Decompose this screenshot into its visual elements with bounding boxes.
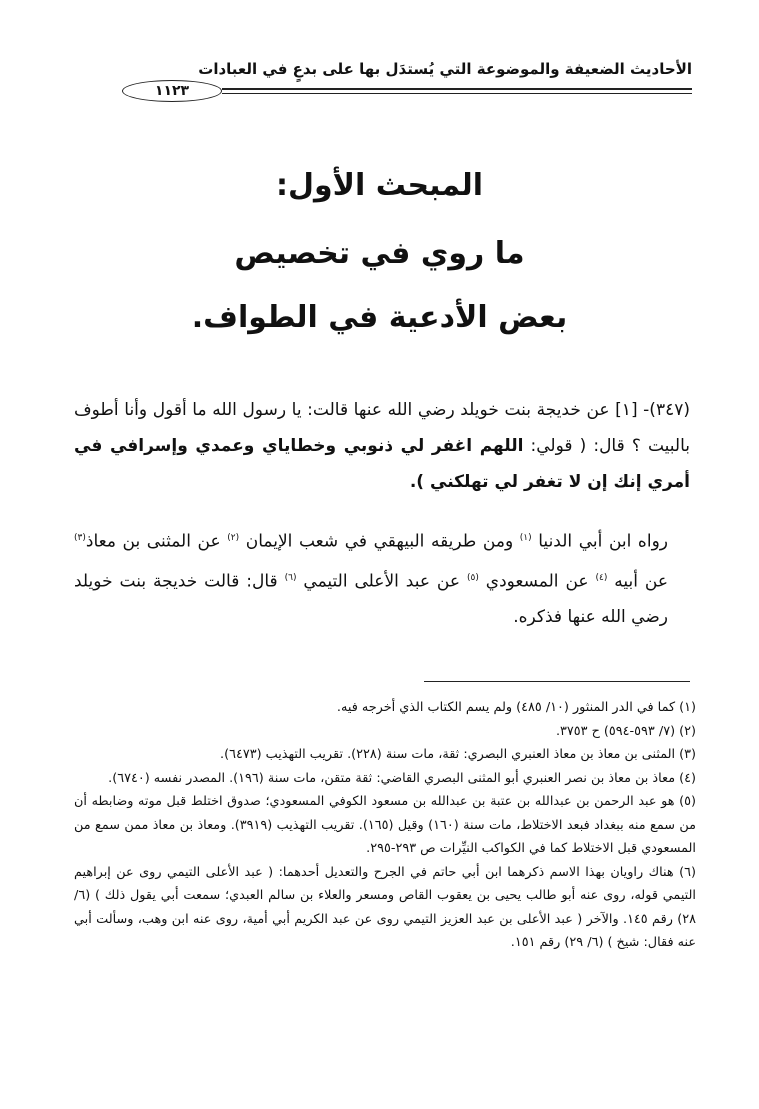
- footnote-ref[interactable]: (٥): [466, 572, 479, 583]
- section-heading-line-1: المبحث الأول:: [275, 168, 484, 203]
- footnotes: [74, 696, 696, 955]
- source-text: عن عبد الأعلى التيمي: [296, 571, 467, 592]
- source-text: عن المسعودي: [478, 571, 596, 592]
- section-heading-line-3: بعض الأدعية في الطواف.: [191, 300, 568, 335]
- source-text: عن المثنى بن معاذ: [85, 531, 228, 552]
- hadith-dua: اللهم اغفر لي ذنوبي وخطاياي وعمدي وإسرافي في أمري إنك إن لا تغفر لي تهلكني ).: [74, 436, 690, 492]
- footnote-ref[interactable]: (٦): [284, 572, 297, 583]
- source-paragraph: [74, 520, 690, 635]
- source-text: رواه ابن أبي الدنيا: [531, 531, 668, 552]
- footnote-5: (٥) هو عبد الرحمن بن عبدالله بن عتبة بن عبدالله بن مسعود الكوفي المسعودي؛ صدوق اختلط قبل موته وضابطه أن من سمع منه ببغداد فبعد الاختلاط، مات سنة (١٦٠) وقيل (١٦٥). تقريب التهذيب (٣٩١٩). ومعاذ بن معاذ ممن سمع من المسعودي قبل الاختلاط كما في الكواكب النيِّرات ص ٢٩٣-٢٩٥.: [74, 794, 696, 856]
- source-text: قال: قالت خديجة بنت خويلد رضي الله عنها فذكره.: [74, 571, 668, 628]
- source-text: ومن طريقه البيهقي في شعب الإيمان: [239, 531, 520, 552]
- hadith-paragraph: [74, 392, 690, 500]
- footnote-ref[interactable]: (٣): [74, 533, 86, 543]
- footnote-1: (١) كما في الدر المنثور (١٠/ ٤٨٥) ولم يسم الكتاب الذي أخرجه فيه.: [336, 700, 696, 715]
- footnote-ref[interactable]: (٢): [227, 533, 240, 543]
- footnote-ref[interactable]: (٤): [595, 572, 608, 583]
- section-heading-line-2: ما روي في تخصيص: [234, 236, 525, 271]
- header-rule-thick: [222, 88, 692, 90]
- hadith-intro: (٣٤٧)- [١] عن خديجة بنت خويلد رضي الله عنها قالت: يا رسول الله ما أقول وأنا أطوف بالبيت ؟ قال: ( قولي:: [74, 400, 690, 456]
- header-rule-thin: [222, 93, 692, 94]
- footnote-ref[interactable]: (١): [519, 533, 532, 543]
- footnote-3: (٣) المثنى بن معاذ بن معاذ العنبري البصري: ثقة، مات سنة (٢٢٨). تقريب التهذيب (٦٤٧٣).: [220, 747, 696, 762]
- source-text: عن أبيه: [607, 571, 668, 592]
- footnote-separator: [424, 681, 690, 682]
- footnote-2: (٢) (٧/ ٥٩٣-٥٩٤) ح ٣٧٥٣.: [555, 723, 696, 739]
- footnote-6: (٦) هناك راويان بهذا الاسم ذكرهما ابن أبي حاتم في الجرح والتعديل أحدهما: ( عبد الأعلى التيمي روى عن إبراهيم التيمي قوله، روى عنه أبو طالب يحيى بن يعقوب القاص ومسعر والعلاء بن سالم العبدي؛ سمعت أبي يقول ذلك ) (٦/ ٢٨) رقم ١٤٥. والآخر ( عبد الأعلى بن عبد العزيز التيمي روى عن عبد الكريم أبي أمية، روى عنه ابن وهب، وسألت أبي عنه فقال: شيخ ) (٦/ ٢٩) رقم ١٥١.: [74, 864, 696, 950]
- page-number: ١١٢٣: [122, 80, 222, 102]
- running-title: الأحاديث الضعيفة والموضوعة التي يُستدَل بها على بدعٍ في العبادات: [198, 60, 692, 78]
- running-header: [88, 58, 692, 98]
- footnote-4: (٤) معاذ بن معاذ بن نصر العنبري أبو المثنى البصري القاضي: ثقة متقن، مات سنة (١٩٦). المصدر نفسه (٦٧٤٠).: [108, 770, 696, 786]
